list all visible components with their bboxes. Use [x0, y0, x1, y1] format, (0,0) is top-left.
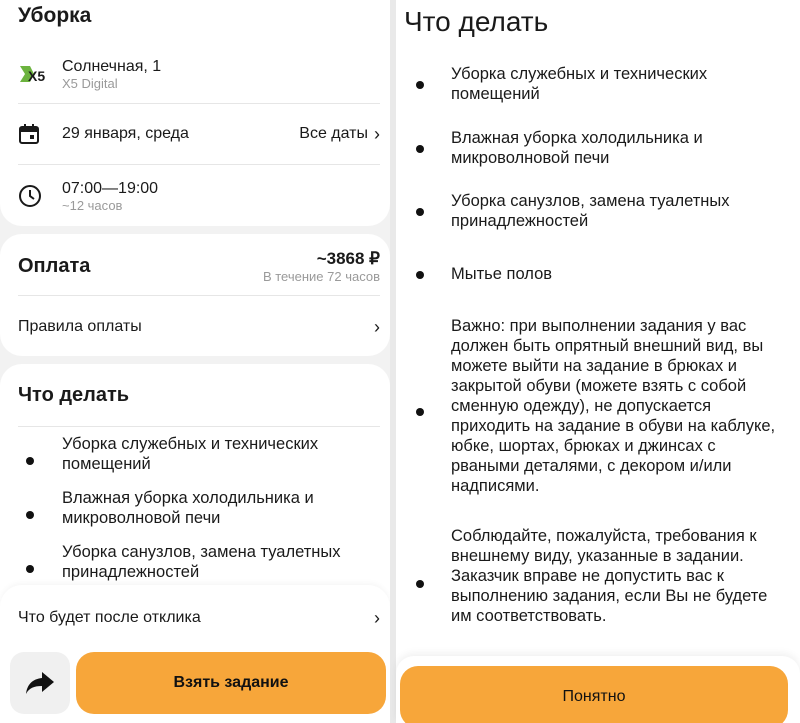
todo-item: Мытье полов	[396, 264, 800, 286]
todo-item: Влажная уборка холодильника и микроволновой печи	[0, 488, 390, 542]
share-button[interactable]	[10, 652, 70, 714]
bullet-icon	[416, 81, 424, 89]
time-range: 07:00—19:00	[62, 179, 159, 197]
bullet-icon	[416, 145, 424, 153]
chevron-right-icon: ›	[374, 123, 380, 144]
share-arrow-icon	[24, 670, 56, 696]
divider	[18, 295, 380, 296]
bullet-icon	[416, 271, 424, 279]
bullet-icon	[416, 580, 424, 588]
payment-card	[0, 234, 390, 356]
ok-button[interactable]: Понятно	[400, 666, 788, 723]
after-response-label: Что будет после отклика	[18, 609, 201, 626]
todo-item: Уборка санузлов, замена туалетных принадлежностей	[0, 542, 390, 596]
payment-rules-label: Правила оплаты	[18, 318, 142, 335]
payment-rules-row[interactable]	[18, 310, 380, 344]
all-dates-link[interactable]	[299, 124, 380, 145]
payment-note: В течение 72 часов	[262, 268, 380, 284]
chevron-right-icon: ›	[374, 607, 380, 628]
date-row	[18, 114, 380, 154]
todo-item: Важно: при выполнении задания у вас должен быть опрятный внешний вид, вы можете выйти на задание в брюках и закрытой обуви (можете взять с собой сменную одежду), не допускается приходить на задание в обуви на каблуке, юбке, шортах, брюках и джинсах с рваными деталями, с декором и/или надписями.	[396, 316, 800, 508]
todo-item: Соблюдайте, пожалуйста, требования к внешнему виду, указанные в задании. Заказчик вправе не допустить вас к выполнению задания, если Вы не будете им соответствовать.	[396, 526, 800, 642]
bullet-icon	[26, 565, 34, 573]
bullet-icon	[26, 511, 34, 519]
todo-item: Влажная уборка холодильника и микроволновой печи	[396, 128, 800, 170]
after-response-row[interactable]	[18, 595, 380, 641]
calendar-icon	[18, 123, 44, 145]
bullet-icon	[26, 457, 34, 465]
all-dates-label: Все даты	[299, 125, 368, 142]
company-name: X5 Digital	[62, 75, 118, 91]
todo-item: Уборка санузлов, замена туалетных принадлежностей	[396, 191, 800, 233]
task-info-card	[0, 0, 390, 226]
todo-sheet	[396, 0, 800, 723]
divider	[18, 164, 380, 165]
todo-list	[0, 434, 390, 596]
address: Солнечная, 1	[62, 57, 162, 75]
todo-item: Уборка служебных и технических помещений	[0, 434, 390, 488]
task-detail-panel	[0, 0, 390, 723]
payment-amount: ~3868 ₽	[316, 248, 380, 268]
time-row	[18, 174, 380, 218]
x5-logo	[18, 60, 52, 88]
bullet-icon	[416, 208, 424, 216]
todo-title: Что делать	[18, 384, 130, 406]
todo-item: Уборка служебных и технических помещений	[396, 64, 800, 106]
divider	[18, 426, 380, 427]
bullet-icon	[416, 408, 424, 416]
clock-icon	[18, 184, 44, 208]
chevron-right-icon: ›	[374, 316, 380, 337]
take-task-button[interactable]: Взять задание	[76, 652, 386, 714]
date-value: 29 января, среда	[62, 125, 189, 142]
logo-text: X5	[28, 68, 46, 84]
payment-row	[18, 244, 380, 288]
divider	[18, 103, 380, 104]
time-duration: ~12 часов	[62, 197, 123, 213]
payment-title: Оплата	[18, 254, 91, 277]
page-title: Уборка	[18, 4, 92, 27]
sheet-title: Что делать	[404, 6, 549, 37]
location-row	[18, 52, 380, 96]
